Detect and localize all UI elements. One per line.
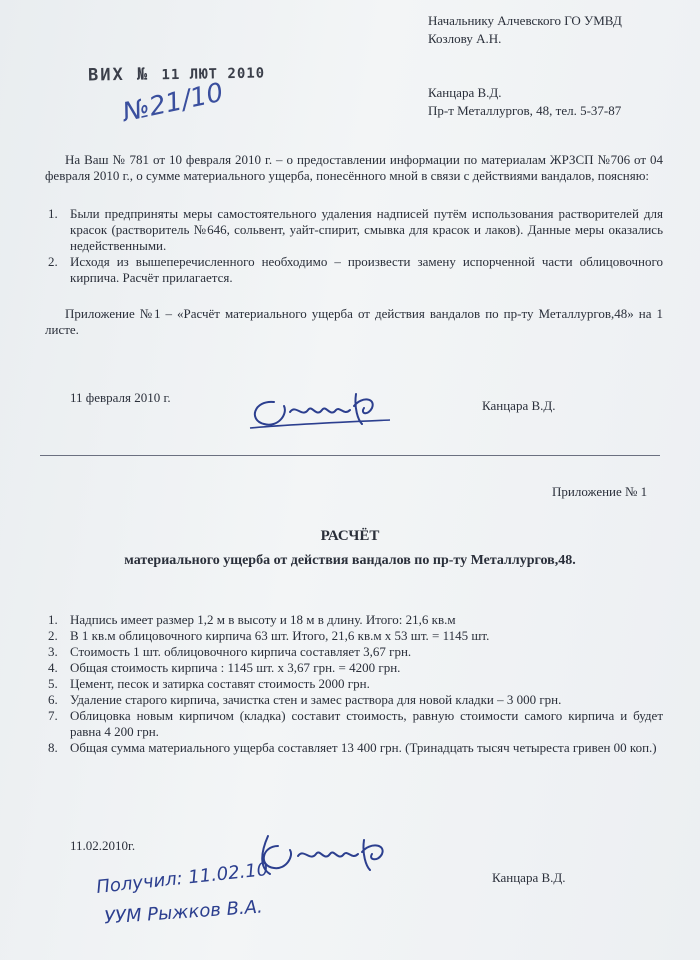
stamp-label: ВИХ № [87,64,150,86]
received-note-line-1: Получил: 11.02.10 [95,859,270,898]
appendix-item: 2. В 1 кв.м облицовочного кирпича 63 шт. Итого, 21,6 кв.м х 53 шт. = 1145 шт. [48,628,490,643]
letter-item: 1. Были предприняты меры самостоятельного удаления надписей путём использования растворителей для красок (растворитель №646, сольвент, уайт-спирит, смывка для красок и лаков). Данные меры оказались недейственными. [48,206,663,253]
letter-date: 11 февраля 2010 г. [70,390,171,405]
addressee-block [428,12,622,48]
appendix-item: 7. Облицовка новым кирпичом (кладка) составит стоимость, равную стоимости самого кирпича и будет равна 4 200 грн. [48,708,663,739]
appendix-label: Приложение № 1 [552,484,648,499]
stamp-date: 11 ЛЮТ 2010 [161,65,266,84]
incoming-stamp [88,62,265,85]
appendix-item: 8. Общая сумма материального ущерба составляет 13 400 грн. (Тринадцать тысяч четыреста гривен 00 коп.) [48,740,657,755]
sender-line-2: Пр-т Металлургов, 48, тел. 5-37-87 [428,103,622,118]
letter-attachment: Приложение №1 – «Расчёт материального ущерба от действия вандалов по пр-ту Металлургов,48» на 1 листе. [45,306,663,337]
letter-intro: На Ваш № 781 от 10 февраля 2010 г. – о предоставлении информации по материалам ЖРЗСП №706 от 04 февраля 2010 г., о сумме материального ущерба, понесённого мной в связи с действиями вандалов, поясняю: [45,152,663,183]
appendix-item: 5. Цемент, песок и затирка составят стоимость 2000 грн. [48,676,370,691]
appendix-item: 4. Общая стоимость кирпича : 1145 шт. х 3,67 грн. = 4200 грн. [48,660,401,675]
appendix-item: 1. Надпись имеет размер 1,2 м в высоту и 18 м в длину. Итого: 21,6 кв.м [48,612,456,627]
letter-item: 2. Исходя из вышеперечисленного необходимо – произвести замену испорченной части облицовочного кирпича. Расчёт прилагается. [48,254,663,285]
signature-2 [248,828,408,880]
letter-signer: Канцара В.Д. [482,398,556,413]
appendix-items [48,612,663,756]
addressee-line-1: Начальнику Алчевского ГО УМВД [428,13,622,28]
appendix-item: 6. Удаление старого кирпича, зачистка стен и замес раствора для новой кладки – 3 000 грн. [48,692,562,707]
sender-block [428,84,621,120]
appendix-item: 3. Стоимость 1 шт. облицовочного кирпича составляет 3,67 грн. [48,644,412,659]
received-note-line-2: УУМ Рыжков В.А. [103,896,264,929]
section-divider [40,455,660,456]
appendix-title: РАСЧЁТ [320,528,380,544]
appendix-signer: Канцара В.Д. [492,870,566,885]
sender-line-1: Канцара В.Д. [428,85,502,100]
appendix-subtitle: материального ущерба от действия вандалов по пр-ту Металлургов,48. [124,553,576,568]
appendix-date: 11.02.2010г. [70,838,136,853]
handwritten-reg-number: №21/10 [119,77,226,129]
letter-items [48,206,663,286]
addressee-line-2: Козлову А.Н. [428,31,502,46]
signature-1 [244,384,394,436]
